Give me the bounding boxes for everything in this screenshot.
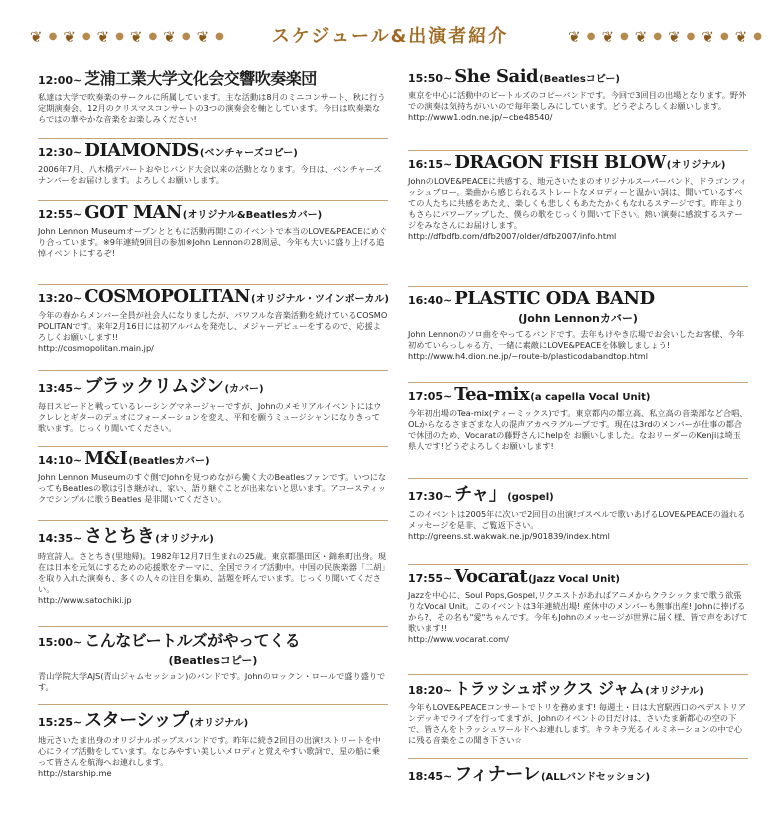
- performer-name: トラッシュボックス ジャム: [454, 679, 645, 698]
- entry-time: 13:45~: [38, 382, 83, 395]
- entry-time: 17:05~: [408, 390, 453, 403]
- performer-name: 芝浦工業大学文化会交響吹奏楽団: [84, 69, 317, 88]
- dot-icon: ●: [115, 31, 124, 42]
- entry-time: 13:20~: [38, 292, 83, 305]
- entry-description: John Lennon Museumのすぐ側でJohnを見つめながら働く大のBeatlesファンです。いつになってもBeatlesの歌は引き継がれ、家い、語り継ぐことが出来ないと思います。アコースティックでシンプルに歌うBeatles 是非聞いてください。: [38, 472, 387, 504]
- performer-name: DRAGON FISH BLOW: [454, 152, 666, 173]
- schedule-entry: [38, 140, 388, 201]
- entry-url[interactable]: http://greens.st.wakwak.ne.jp/901839/index.html: [408, 531, 610, 541]
- schedule-entry: [38, 448, 388, 521]
- schedule-entry: [408, 384, 748, 479]
- entry-time: 17:55~: [408, 572, 453, 585]
- genre-tag: (Jazz Vocal Unit): [528, 574, 620, 585]
- performer-name: GOT MAN: [84, 202, 182, 223]
- performer-name: PLASTIC ODA BAND: [454, 288, 655, 309]
- genre-tag: (オリジナル&Beatlesカバー): [182, 210, 323, 221]
- dot-icon: ●: [586, 31, 596, 42]
- performer-name: COSMOPOLITAN: [84, 286, 250, 307]
- entry-url[interactable]: http://cosmopolitan.main.jp/: [38, 343, 154, 353]
- dot-icon: ●: [653, 31, 663, 42]
- entry-time: 12:00~: [38, 74, 83, 87]
- entry-time: 15:50~: [408, 72, 453, 85]
- schedule-entry: [408, 480, 748, 565]
- genre-tag: (オリジナル): [666, 160, 726, 171]
- entry-url[interactable]: http://www1.odn.ne.jp/~cbe48540/: [408, 112, 553, 122]
- performer-name: Tea-mix: [454, 384, 530, 405]
- entry-description: 2006年7月、八木橋デパートおやじバンド大会以来の活動となります。今日は、ベンチャーズナンバーをお届けします。よろしくお願いします。: [38, 164, 382, 185]
- genre-tag: (カバー): [224, 384, 264, 395]
- schedule-entry: [38, 202, 388, 285]
- entry-time: 15:25~: [38, 716, 83, 729]
- genre-tag: (John Lennonカバー): [518, 312, 638, 325]
- schedule-entry: [38, 706, 388, 802]
- entry-time: 14:35~: [38, 532, 83, 545]
- genre-tag: (オリジナル): [155, 534, 214, 545]
- entry-time: 18:45~: [408, 770, 453, 783]
- dot-icon: ●: [48, 31, 58, 42]
- page-title: スケジュール&出演者紹介: [271, 26, 509, 47]
- performer-name: M&I: [84, 448, 128, 469]
- entry-time: 16:15~: [408, 158, 453, 171]
- performer-name: She Said: [454, 66, 539, 87]
- entry-description: 地元さいたま出身のオリジナルポップスバンドです。昨年に続き2回目の出演!ストリートを中心にライブ活動をしています。なじみやすい美しいメロディと覚えやすい歌詞で、星の船に乗って皆さんを航海へお連れします。: [38, 735, 381, 767]
- schedule-entry: [408, 676, 748, 759]
- entry-url[interactable]: http://www.vocarat.com/: [408, 634, 509, 644]
- schedule-entry: [38, 628, 388, 705]
- schedule-entry: [408, 288, 748, 383]
- schedule-entry: [38, 66, 388, 139]
- dot-icon: ●: [686, 31, 696, 42]
- entry-description: Jazzを中心に、Soul Pops,Gospel,リクエストがあればアニメからクラシックまで歌う欲張りなVocal Unit。このイベントは3年連続出場! 産休中のメンバーも無事出産! Johnに捧げるから?、その名も"愛"ちゃんです。今年もJohnのメッセージが世界に届く様、皆で声をあげて歌います!!: [408, 590, 748, 633]
- entry-time: 12:30~: [38, 146, 83, 159]
- genre-tag: (ベンチャーズコピー): [199, 148, 298, 159]
- schedule-entry: [408, 760, 748, 796]
- ornament-icon: ❦: [601, 27, 615, 46]
- genre-tag: (a capella Vocal Unit): [530, 392, 651, 403]
- left-ornament-row: [30, 22, 224, 52]
- entry-description: 今年の春からメンバー全員が社会人になりましたが、パワフルな音楽活動を続けているCOSMOPOLITANです。来年2月16日には初アルバムを発売し、メジャーデビューをするので、応援よろしくお願いします!!: [38, 310, 388, 342]
- entry-description: JohnのLOVE&PEACEに共感する、地元さいたまのオリジナルスーパーバンド、ドラゴンフィッシュブロー。楽曲から感じられるストレートなメロディーと温かい詞は、聞いているすべての人たちに共感をあたえ、楽しくも悲しくもあたたかくもなれるステージです。昨年よりもさらにパワーアップした、僕らの歌をじっくり聞いて下さい。熱い演奏に感涙するステージをみなさんにお届けします。: [408, 176, 747, 230]
- entry-url[interactable]: http://starship.me: [38, 768, 112, 778]
- ornament-icon: ❦: [129, 27, 143, 46]
- performer-name: ブラックリムジン: [84, 376, 224, 397]
- ornament-icon: ❦: [30, 27, 43, 46]
- ornament-icon: ❦: [196, 27, 210, 46]
- ornament-icon: ❦: [634, 27, 648, 46]
- entry-description: John Lennonのソロ曲をやってるバンドです。去年もけやき広場でお会いしたお客様、今年初めていらっしゃる方、一緒に素敵にLOVE&PEACEを体験しましょう!: [408, 329, 745, 350]
- dot-icon: ●: [148, 31, 158, 42]
- genre-tag: (Beatlesコピー): [168, 654, 258, 667]
- entry-description: 時宣詩人。さとちき(里地帰)。1982年12月7日生まれの25歳。東京都墨田区・錦糸町出身。現在は日本を元気にするための応援歌をテーマに、全国でライブ活動中。中国の民族楽器「二胡」を取り入れた演奏も、多くの人々の注目を集め、話題を呼んでいます。じっくり聞いてください。: [38, 551, 387, 594]
- entry-time: 14:10~: [38, 454, 83, 467]
- ornament-icon: ❦: [63, 27, 76, 46]
- entry-time: 18:20~: [408, 684, 453, 697]
- entry-time: 15:00~: [38, 636, 83, 649]
- schedule-entry: [38, 522, 388, 627]
- entry-description: 今年初出場のTea-mix(ティーミックス)です。東京都内の都立高、私立高の音楽部など合唱、OLからなるさまざまな人の混声アカペラグループです。現在は3rdのメンバーが仕事の都合で休団のため、Vocaratの藤野さんにhelpを お願いしました。なおリーダーのKenjiは埼玉県人です!どうぞよろしくお願いします!: [408, 408, 748, 451]
- dot-icon: ●: [215, 31, 224, 42]
- schedule-entry: [408, 66, 748, 151]
- entry-description: このイベントは2005年に次いで2回目の出演!ゴスペルで歌いあげるLOVE&PEACEの溢れるメッセージを是非、ご覧返下さい。: [408, 509, 746, 530]
- entry-url[interactable]: http://www.satochiki.jp: [38, 595, 132, 605]
- dot-icon: ●: [753, 31, 762, 42]
- entry-url[interactable]: http://dfbdfb.com/dfb2007/older/dfb2007/info.html: [408, 231, 617, 241]
- genre-tag: (Beatlesカバー): [128, 456, 210, 467]
- genre-tag: (Beatlesコピー): [539, 74, 620, 85]
- ornament-icon: ❦: [568, 27, 581, 46]
- dot-icon: ●: [620, 31, 629, 42]
- genre-tag: (オリジナル): [645, 686, 704, 697]
- ornament-icon: ❦: [668, 27, 681, 46]
- performer-name: スターシップ: [84, 710, 189, 731]
- genre-tag: (gospel): [507, 492, 554, 503]
- performer-name: DIAMONDS: [84, 140, 199, 161]
- entry-description: 今年もLOVE&PEACEコンサートでトリを務めます! 毎週土・日は大宮駅西口のペデストリアンデッキでライブを行ってますが、Johnのイベントの日だけは、さいたま新都心の空の下で、皆さんをトラッシュワールドへお連れします。キラキラ光るイルミネーションの中で心に残る音楽をこの聞き下さい☆: [408, 702, 746, 745]
- schedule-entry: [408, 566, 748, 675]
- entry-time: 16:40~: [408, 294, 453, 307]
- dot-icon: ●: [181, 31, 191, 42]
- performer-name: さとちき: [84, 526, 155, 547]
- header: [0, 0, 780, 58]
- schedule-entry: [38, 372, 388, 447]
- ornament-icon: ❦: [96, 27, 110, 46]
- schedule-entry: [408, 152, 748, 287]
- genre-tag: (ALLバンドセッション): [540, 772, 651, 783]
- entry-time: 12:55~: [38, 208, 83, 221]
- performer-name: Vocarat: [454, 566, 528, 587]
- entry-description: 私達は大学で吹奏楽のサークルに所属しています。主な活動は8月のミニコンサート、秋に行う定期演奏会、12月のクリスマスコンサートの3つの演奏会を軸としています。今日は吹奏楽ならではの華やかな音楽をお楽しみください!: [38, 92, 386, 124]
- entry-time: 17:30~: [408, 490, 453, 503]
- genre-tag: (オリジナル): [189, 718, 249, 729]
- performer-name: チャ」: [454, 484, 507, 505]
- genre-tag: (オリジナル・ツインボーカル): [250, 294, 389, 305]
- performer-name: フィナーレ: [454, 764, 540, 785]
- ornament-icon: ❦: [701, 27, 714, 46]
- entry-description: John Lennon Museumオープンとともに活動再開!このイベントで本当のLOVE&PEACEにめぐり合っています。※9年連続9回目の参加※John Lennonの28周忌、今年も大いに盛り上げる追悼イベントにするぞ!: [38, 226, 388, 258]
- entry-description: 青山学院大学AJS(青山ジャムセッション)のバンドです。Johnのロックン・ロールで盛り盛りです。: [38, 671, 386, 692]
- dot-icon: ●: [719, 31, 729, 42]
- dot-icon: ●: [81, 31, 91, 42]
- ornament-icon: ❦: [734, 27, 748, 46]
- performer-name: こんなビートルズがやってくる: [84, 631, 301, 650]
- entry-description: 東京を中心に活動中のビートルズのコピーバンドです。今回で3回目の出場となります。野外での演奏は気持ちがいいので毎年楽しみにしています。どうぞよろしくお願いします。: [408, 90, 747, 111]
- right-ornament-row: [568, 22, 762, 52]
- ornament-icon: ❦: [163, 27, 176, 46]
- entry-description: 毎日スピードと戦っているレーシングマネージャーですが、Johnのメモリアルイベントにはウクレレとギターのデュオにフォーメーションを変え、平和を願うミュージシャンになりきって歌います。じっくり聞いてください。: [38, 401, 382, 433]
- entry-url[interactable]: http://www.h4.dion.ne.jp/~route-b/plasticodabandtop.html: [408, 351, 648, 361]
- schedule-entry: [38, 286, 388, 371]
